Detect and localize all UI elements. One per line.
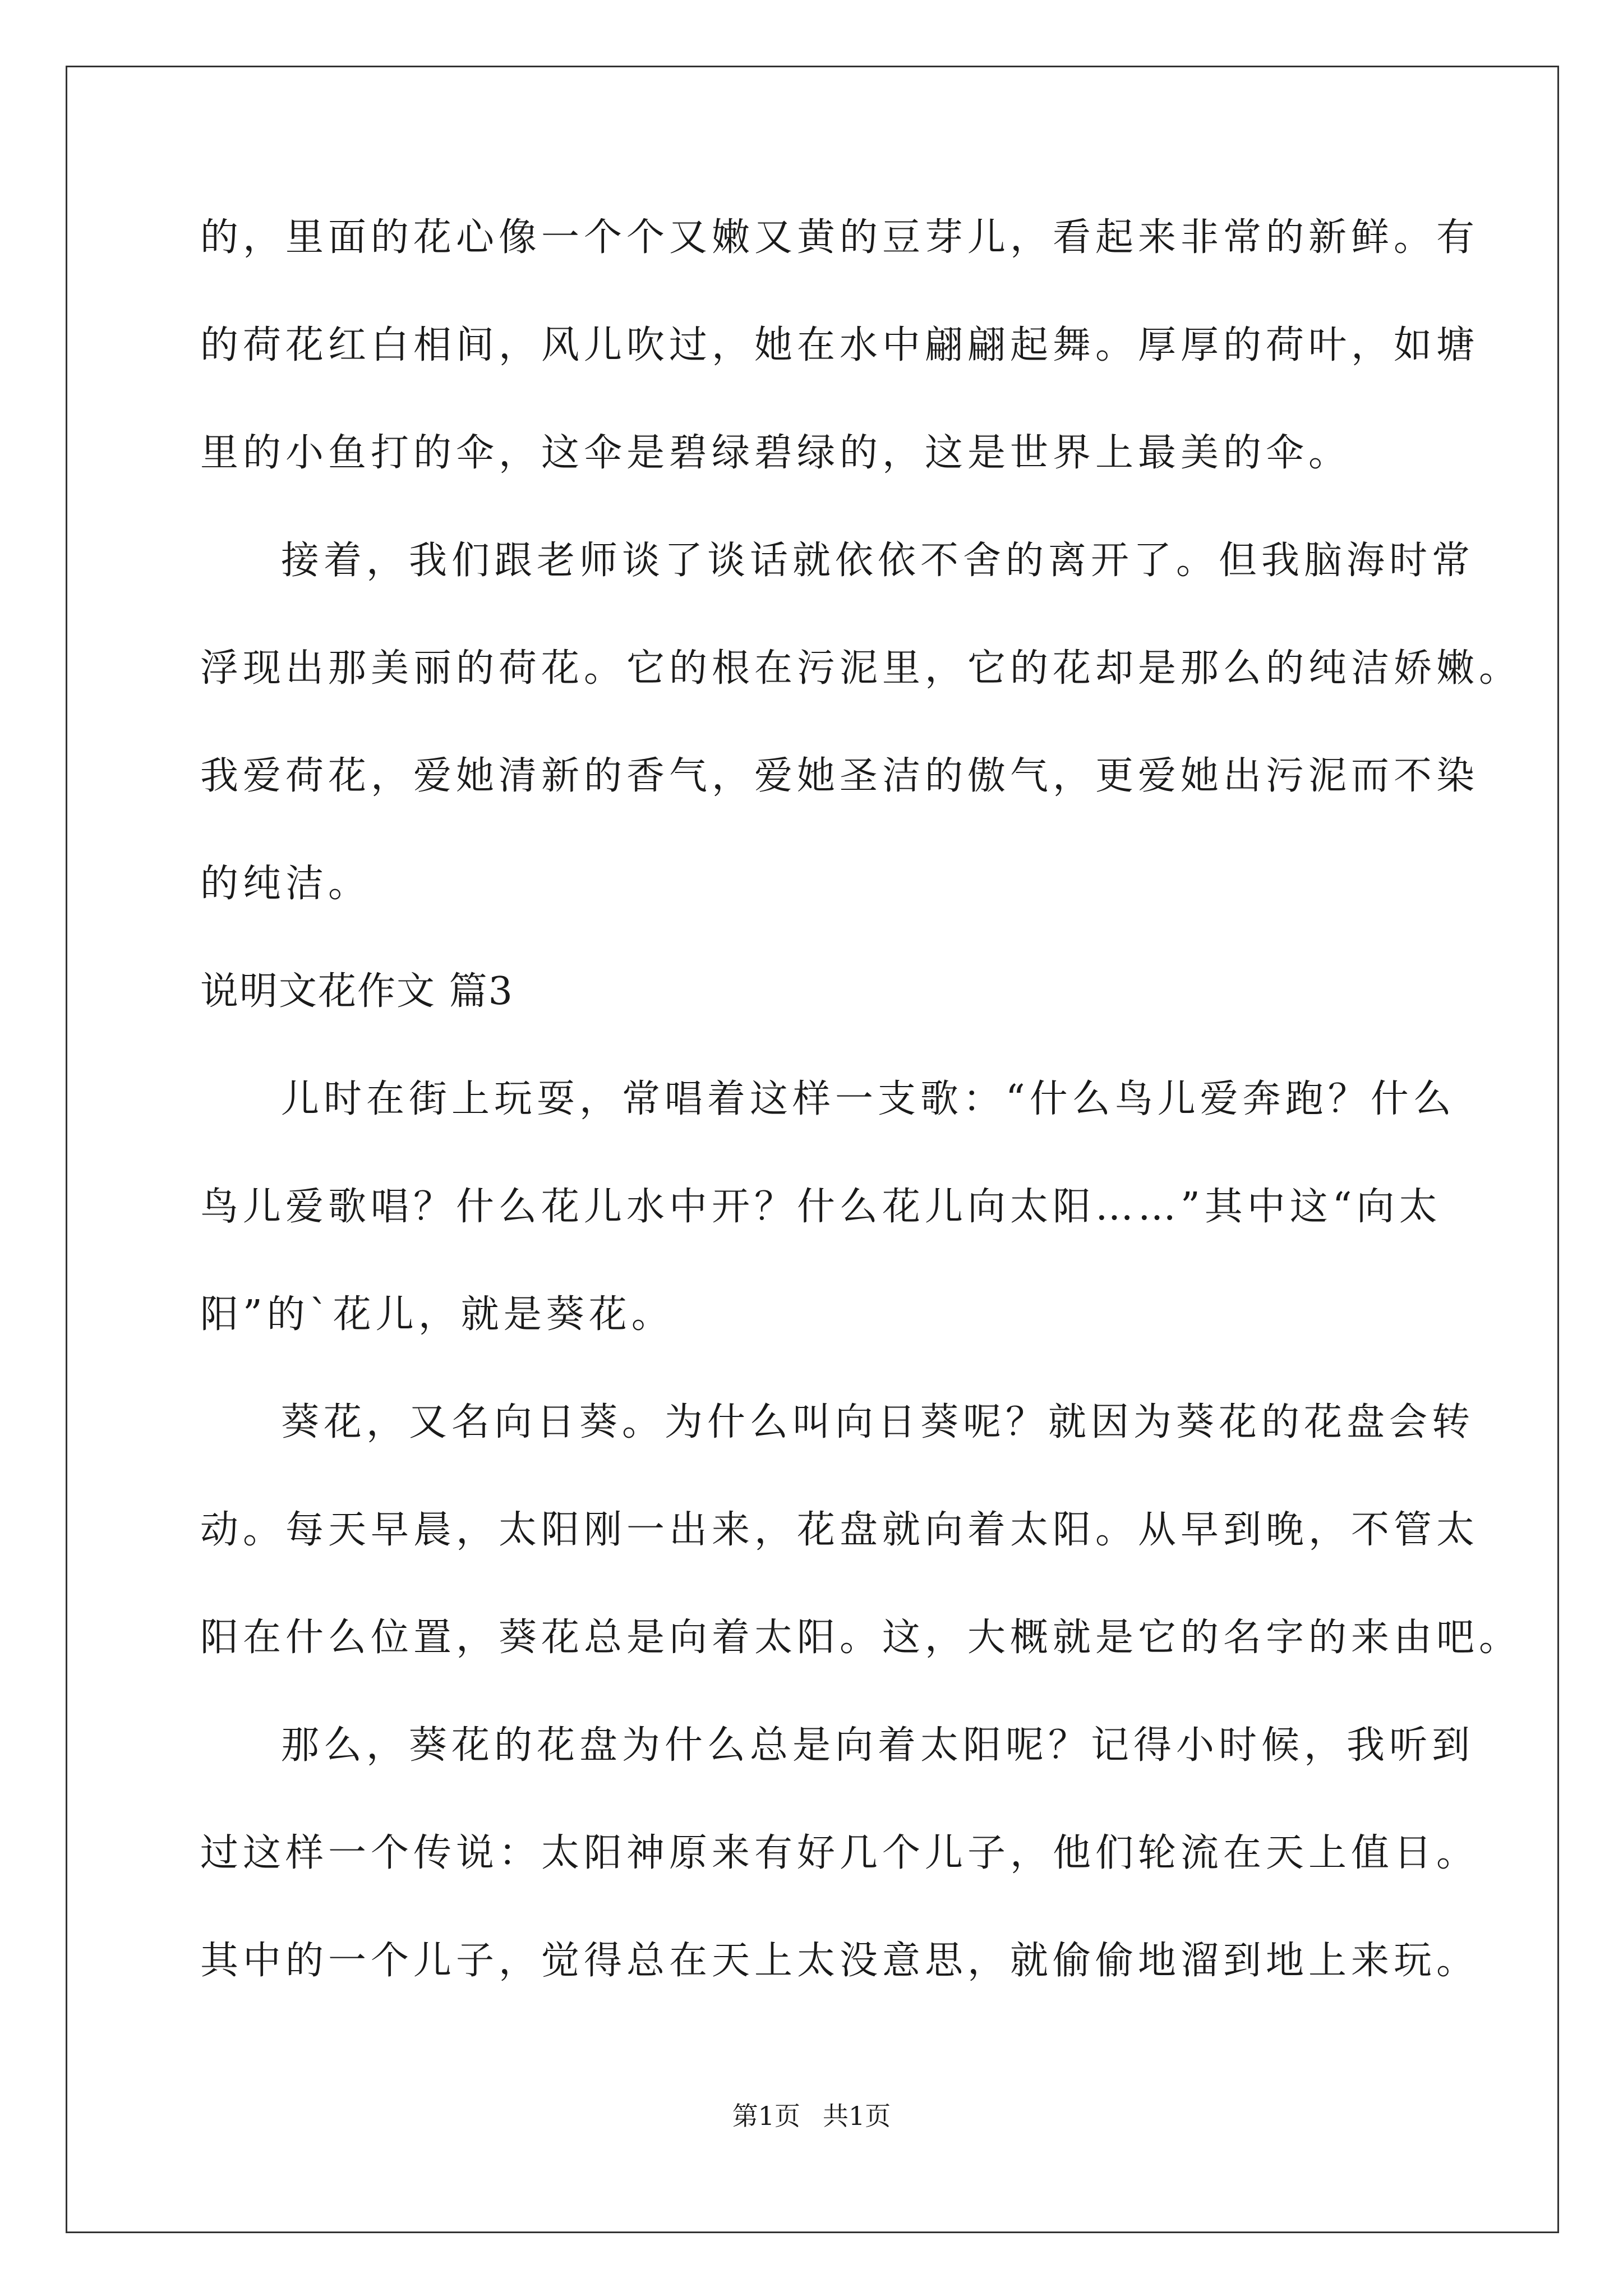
paragraph-line: 我爱荷花，爱她清新的香气，爱她圣洁的傲气，更爱她出污泥而不染: [200, 754, 1479, 798]
paragraph-line: 浮现出那美丽的荷花。它的根在污泥里，它的花却是那么的纯洁娇嫩。: [200, 646, 1522, 691]
paragraph-line: 里的小鱼打的伞，这伞是碧绿碧绿的，这是世界上最美的伞。: [200, 431, 1352, 475]
paragraph-line: 的荷花红白相间，风儿吹过，她在水中翩翩起舞。厚厚的荷叶，如塘: [200, 323, 1479, 367]
paragraph-line: 动。每天早晨，太阳刚一出来，花盘就向着太阳。从早到晚，不管太: [200, 1508, 1479, 1552]
paragraph-line: 阳”的`花儿，就是葵花。: [200, 1292, 674, 1337]
paragraph-line: 其中的一个儿子，觉得总在天上太没意思，就偷偷地溜到地上来玩。: [200, 1939, 1479, 1983]
paragraph-line: 的，里面的花心像一个个又嫩又黄的豆芽儿，看起来非常的新鲜。有: [200, 215, 1479, 260]
document-body: [200, 215, 1522, 2050]
page-number: 第1页: [732, 2101, 800, 2131]
page-footer: [0, 2103, 1623, 2129]
paragraph-line: 过这样一个传说：太阳神原来有好几个儿子，他们轮流在天上值日。: [200, 1831, 1479, 1875]
section-heading: 说明文花作文 篇3: [200, 969, 514, 1014]
paragraph-line: 的纯洁。: [200, 862, 371, 906]
paragraph-line: 阳在什么位置，葵花总是向着太阳。这，大概就是它的名字的来由吧。: [200, 1616, 1522, 1660]
paragraph-line: 鸟儿爱歌唱？什么花儿水中开？什么花儿向太阳……”其中这“向太: [200, 1185, 1442, 1229]
paragraph-line: 接着，我们跟老师谈了谈话就依依不舍的离开了。但我脑海时常: [281, 539, 1475, 583]
paragraph-line: 葵花，又名向日葵。为什么叫向日葵呢？就因为葵花的花盘会转: [281, 1400, 1475, 1444]
paragraph-line: 儿时在街上玩耍，常唱着这样一支歌：“什么鸟儿爱奔跑？什么: [281, 1077, 1456, 1121]
page-total: 共1页: [823, 2101, 891, 2131]
paragraph-line: 那么，葵花的花盘为什么总是向着太阳呢？记得小时候，我听到: [281, 1723, 1475, 1768]
